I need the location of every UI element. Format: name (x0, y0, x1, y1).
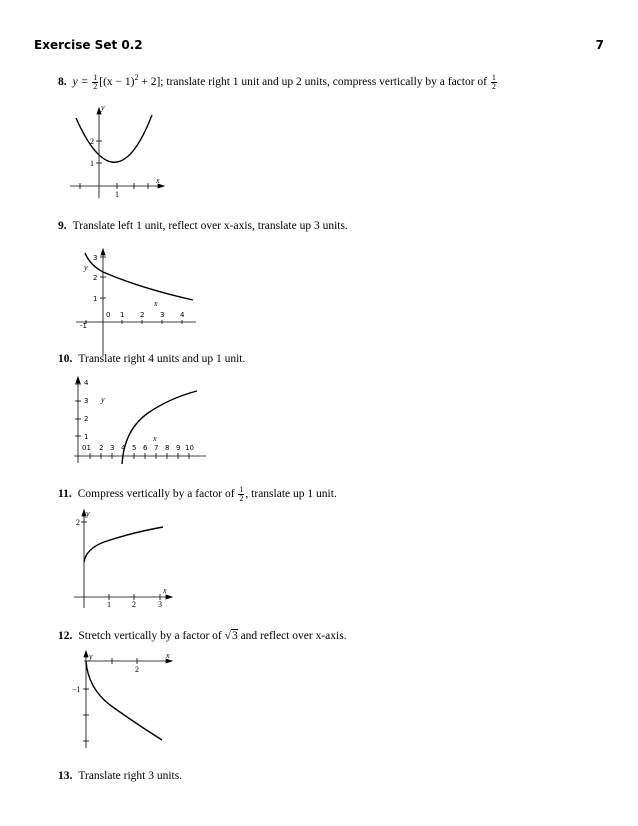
problem-number: 9. (58, 220, 67, 232)
problem-number: 13. (58, 770, 73, 782)
x-tick-label: 4 (180, 311, 185, 319)
fraction-numerator: 1 (239, 485, 244, 494)
problem-text: and reflect over x-axis. (237, 630, 347, 642)
arrow-icon (84, 651, 88, 657)
x-tick-label: 3 (110, 444, 115, 452)
x-tick-label: 3 (158, 600, 162, 609)
y-tick-label: 1 (90, 159, 94, 168)
problem-number: 11. (58, 488, 72, 501)
exponent: 2 (134, 73, 139, 82)
x-tick-label: 9 (176, 444, 181, 452)
x-tick-label: 6 (143, 444, 148, 452)
equation-prefix: y = (72, 75, 92, 88)
x-tick-label: 1 (107, 600, 111, 609)
x-tick-label: 2 (132, 600, 136, 609)
x-tick-label: 10 (185, 444, 194, 452)
x-axis-label: x (154, 299, 158, 308)
problem-text: + 2]; translate right 1 unit and up 2 units, compress vertically by a factor of (138, 75, 490, 88)
y-tick-label: 2 (76, 518, 80, 527)
x-tick-label: 5 (132, 444, 137, 452)
curve (86, 661, 162, 740)
y-axis-label: y (101, 103, 105, 112)
y-tick-label: 3 (93, 254, 98, 262)
fraction-numerator: 1 (491, 72, 496, 82)
x-tick-label: 2 (99, 444, 104, 452)
y-tick-label: 1 (84, 433, 89, 441)
problem-text: Translate right 3 units. (78, 770, 183, 782)
y-tick-label: 2 (93, 274, 98, 282)
x-tick-label: 7 (154, 444, 159, 452)
fraction-denominator: 2 (491, 81, 496, 91)
problem-text: , translate up 1 unit. (245, 488, 337, 501)
problem-text: Stretch vertically by a factor of (78, 630, 225, 642)
problem-text: Translate right 4 units and up 1 unit. (78, 353, 246, 365)
x-tick-label: -1 (80, 322, 87, 330)
fraction-denominator: 2 (239, 494, 244, 503)
problem-13 (58, 770, 182, 782)
x-tick-label: 2 (140, 311, 145, 319)
x-tick-label: 8 (165, 444, 170, 452)
x-tick-label: 0 (106, 311, 111, 319)
problem-number: 12. (58, 630, 73, 642)
problem-number: 10. (58, 353, 73, 365)
x-tick-label: 01 (82, 444, 91, 452)
x-tick-label: 4 (121, 444, 126, 452)
y-tick-label: 3 (84, 397, 89, 405)
section-title: Exercise Set 0.2 (34, 38, 143, 52)
y-axis-label: y (101, 395, 105, 404)
equation-body: [(x − 1) (99, 75, 135, 88)
x-axis-label: x (166, 651, 170, 660)
fraction-numerator: 1 (93, 72, 98, 82)
x-axis-label: x (153, 434, 157, 443)
y-axis-label: y (86, 509, 90, 518)
sqrt-argument: 3 (231, 630, 238, 642)
y-tick-label: 2 (90, 137, 94, 146)
page-number: 7 (595, 38, 604, 52)
sqrt-icon: √ (224, 630, 231, 642)
y-tick-label: 2 (84, 415, 89, 423)
y-tick-label: −1 (72, 685, 81, 694)
x-tick-label: 3 (160, 311, 165, 319)
y-axis-label: y (89, 652, 93, 661)
x-axis-label: x (163, 586, 167, 595)
y-tick-label: 4 (84, 379, 89, 387)
x-tick-label: 1 (115, 190, 119, 199)
x-axis-label: x (156, 176, 160, 185)
y-axis-label: y (84, 263, 88, 272)
x-tick-label: 1 (120, 311, 125, 319)
fraction-denominator: 2 (93, 81, 98, 91)
problem-text: Translate left 1 unit, reflect over x-axis, translate up 3 units. (72, 220, 348, 232)
problem-text: Compress vertically by a factor of (77, 488, 238, 501)
problem-number: 8. (58, 75, 67, 88)
y-tick-label: 1 (93, 295, 98, 303)
x-tick-label: 2 (135, 665, 139, 674)
